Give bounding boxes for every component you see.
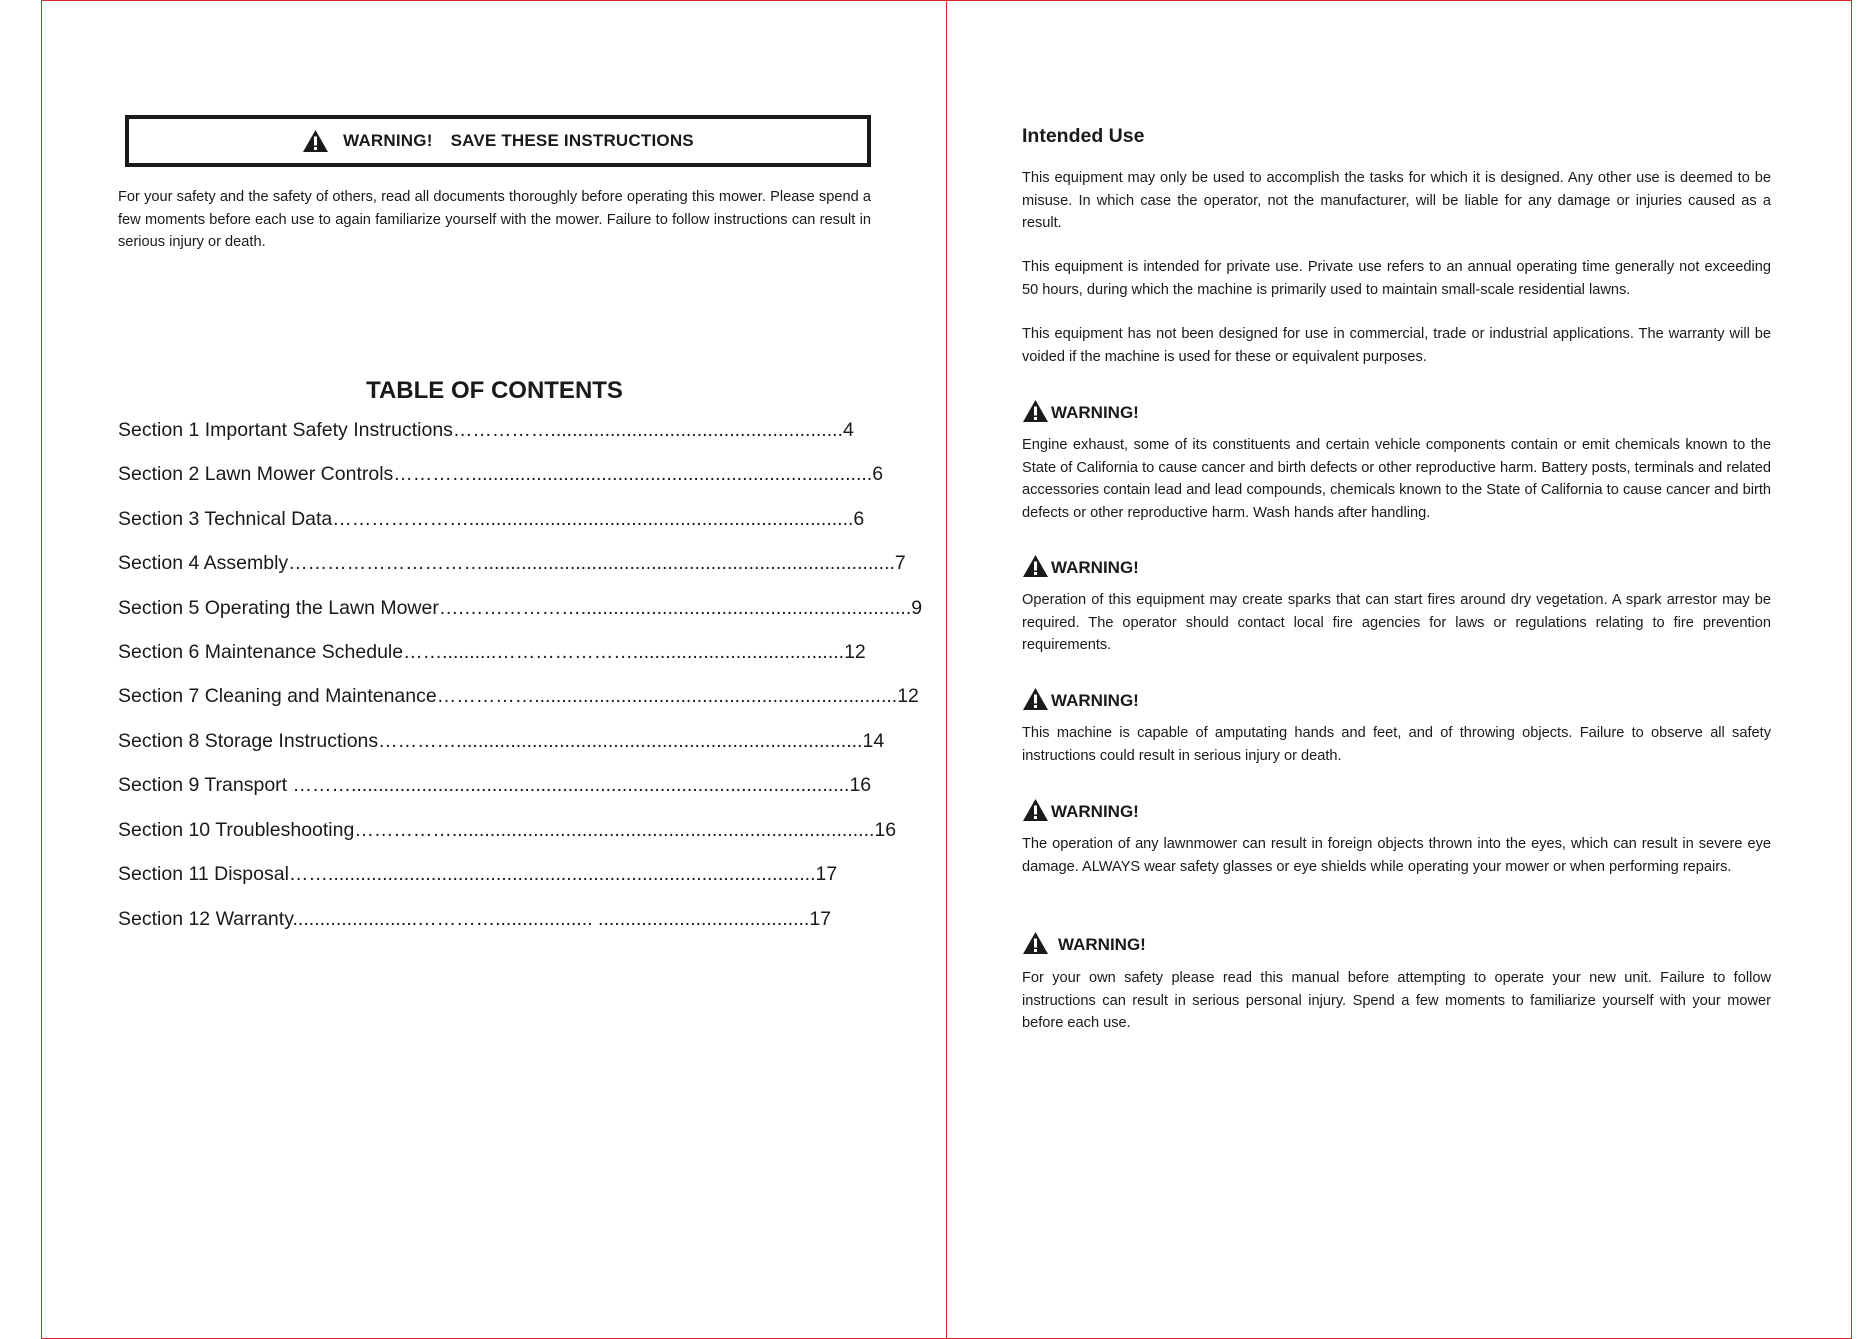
warning-label-text: WARNING!: [1051, 403, 1139, 422]
toc-entry: Section 3 Technical Data………………….......................................................................6: [118, 508, 865, 530]
intended-use-paragraph: This equipment has not been designed for use in commercial, trade or industrial applications. The warranty will be voided if the machine is used for these or equivalent purposes.: [1022, 326, 1771, 365]
warning-label: [1022, 798, 1139, 822]
warning-triangle-icon: [1022, 931, 1049, 955]
toc-entry: Section 5 Operating the Lawn Mower….……………….............................................................9: [118, 597, 923, 619]
warning-label: [1022, 554, 1139, 578]
intro-paragraph: For your safety and the safety of others, read all documents thoroughly before operating this mower. Please spend a few moments before each use to again familiarize yourself with the mower. Failure to follow instructions can result in serious injury or death.: [118, 189, 871, 250]
warning-triangle-icon: [1022, 554, 1049, 578]
warning-label: [1022, 931, 1146, 955]
warning-label-text: WARNING!: [1051, 802, 1139, 821]
warning-label: [1022, 399, 1139, 423]
toc-entry: Section 2 Lawn Mower Controls…………..........................................................................6: [118, 463, 884, 485]
warning-label-text: WARNING!: [1058, 935, 1146, 954]
intended-use-heading: Intended Use: [1022, 125, 1145, 147]
warning-banner-text: SAVE THESE INSTRUCTIONS: [450, 131, 694, 150]
warning-triangle-icon: [1022, 798, 1049, 822]
toc-entry: Section 6 Maintenance Schedule……..........………………….......................................12: [118, 641, 866, 663]
toc-entry: Section 1 Important Safety Instructions……………......................................................4: [118, 419, 854, 441]
warning-banner: [125, 115, 871, 167]
toc-entry: Section 9 Transport ………............................................................................................16: [118, 774, 872, 796]
intended-use-paragraph: This equipment may only be used to accomplish the tasks for which it is designed. Any other use is deemed to be misuse. In which case the operator, not the manufacturer, will be liable for any damage or injuries caused as a result.: [1022, 170, 1771, 231]
toc-entry: Section 4 Assembly…………………………............................................................................7: [118, 552, 906, 574]
intended-use-paragraph: This equipment is intended for private use. Private use refers to an annual operating time generally not exceeding 50 hours, during which the machine is primarily used to maintain small-scale residential lawns.: [1022, 259, 1771, 298]
toc-entry: Section 8 Storage Instructions…………...........................................................................14: [118, 730, 885, 752]
toc-entry: Section 11 Disposal……..........................................................................................17: [118, 863, 838, 885]
warning-text: Operation of this equipment may create sparks that can start fires around dry vegetation. A spark arrestor may be required. The operator should contact local fire agencies for laws or regulations relating to fire prevention requirements.: [1022, 592, 1771, 653]
toc-title: TABLE OF CONTENTS: [366, 377, 623, 404]
toc-entry: Section 12 Warranty.......................………….................. .......................................17: [118, 908, 832, 930]
toc-entry: Section 7 Cleaning and Maintenance……………...................................................................12: [118, 685, 919, 707]
warning-text: The operation of any lawnmower can result in foreign objects thrown into the eyes, which can result in severe eye damage. ALWAYS wear safety glasses or eye shields while operating your mower or when performing repairs.: [1022, 836, 1771, 875]
warning-text: For your own safety please read this manual before attempting to operate your new unit. Failure to follow instructions can result in serious personal injury. Spend a few moments to familiarize yourself with your mower before each use.: [1022, 970, 1771, 1031]
warning-triangle-icon: [302, 129, 329, 153]
warning-label-text: WARNING!: [1051, 558, 1139, 577]
warning-triangle-icon: [1022, 399, 1049, 423]
warning-banner-label: WARNING!: [343, 131, 433, 150]
warning-label: [1022, 687, 1139, 711]
warning-text: This machine is capable of amputating hands and feet, and of throwing objects. Failure to observe all safety instructions could result in serious injury or death.: [1022, 725, 1771, 764]
warning-triangle-icon: [1022, 687, 1049, 711]
toc-entry: Section 10 Troubleshooting……………..............................................................................16: [118, 819, 897, 841]
warning-text: Engine exhaust, some of its constituents and certain vehicle components contain or emit chemicals known to the State of California to cause cancer and birth defects or other reproductive harm. Battery posts, terminals and related accessories contain lead and lead compounds, chemicals known to the State of California to cause cancer and birth defects or other reproductive harm. Wash hands after handling.: [1022, 437, 1771, 521]
warning-label-text: WARNING!: [1051, 691, 1139, 710]
